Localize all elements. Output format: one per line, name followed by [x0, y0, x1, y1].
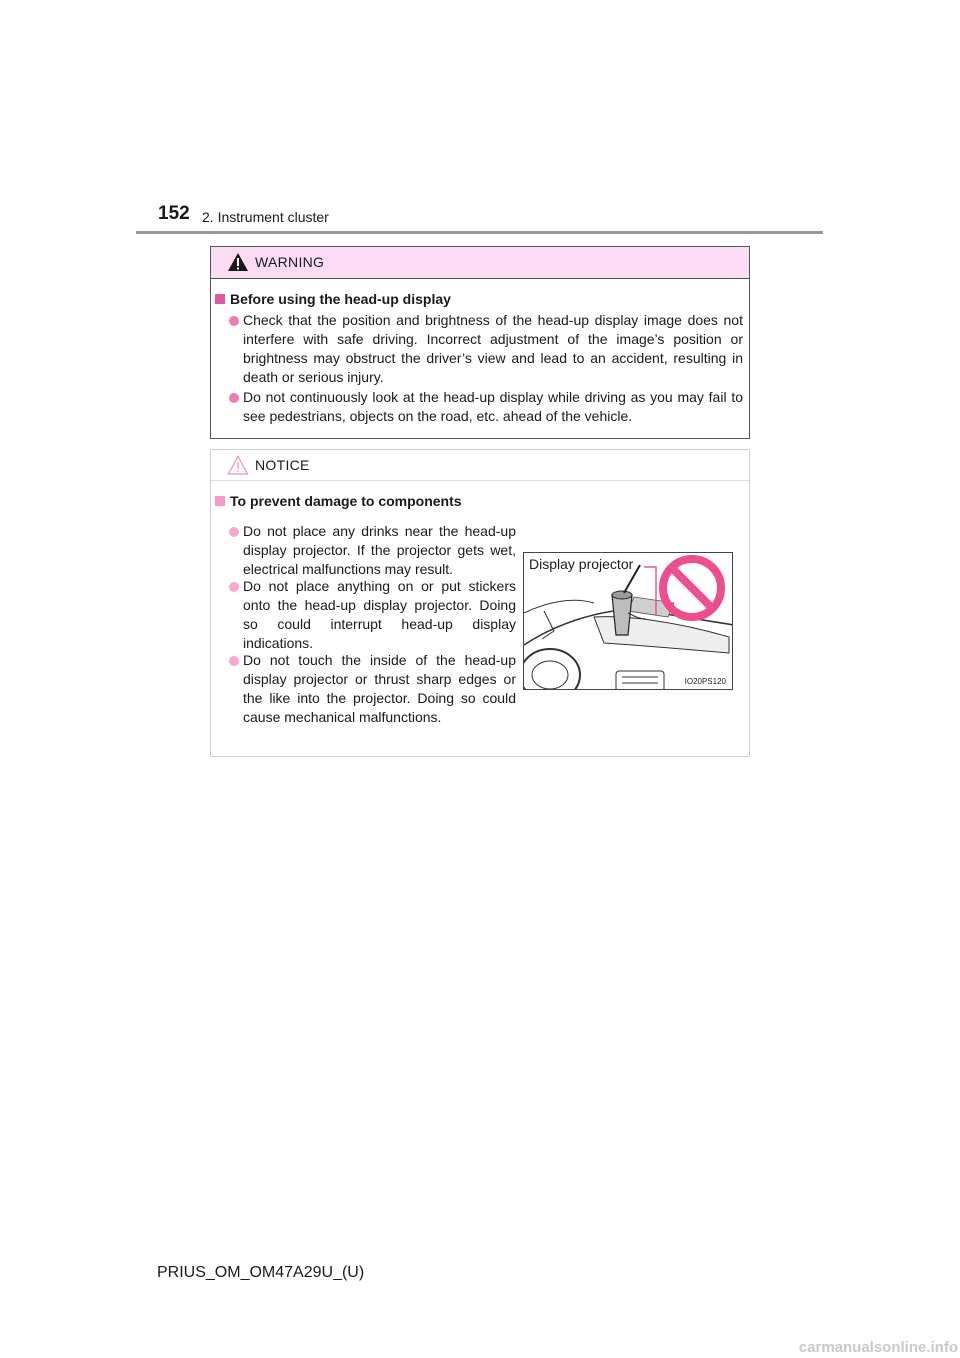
- bullet-dot-icon: [229, 527, 239, 537]
- warning-subheading: Before using the head-up display: [215, 291, 451, 307]
- notice-bullet: Do not place any drinks near the head-up display projector. If the projector gets wet, electrical malfunctions may result.: [243, 523, 516, 577]
- notice-header: [211, 450, 749, 481]
- warning-box: [210, 246, 750, 439]
- warning-bullet: Check that the position and brightness of the head-up display image does not interfere with safe driving. Incorrect adjustment of the image’s position or brightness may obstruct the driver’s view and lead to an accident, resulting in death or serious injury.: [243, 312, 743, 385]
- dashboard-drawing: [524, 553, 733, 690]
- notice-box: [210, 449, 750, 757]
- notice-bullet: Do not place anything on or put stickers onto the head-up display projector. Doing so could interrupt head-up display indications.: [243, 578, 516, 651]
- watermark: carmanualsonline.info: [798, 1339, 958, 1356]
- warning-bullet: Do not continuously look at the head-up display while driving as you may fail to see pedestrians, objects on the road, etc. ahead of the vehicle.: [243, 389, 743, 424]
- figure-code: IO20PS120: [684, 677, 726, 686]
- notice-subheading: To prevent damage to components: [215, 493, 462, 509]
- bullet-dot-icon: [229, 393, 239, 403]
- bullet-dot-icon: [229, 316, 239, 326]
- bullet-dot-icon: [229, 656, 239, 666]
- document-id: PRIUS_OM_OM47A29U_(U): [157, 1264, 365, 1281]
- notice-triangle-icon: [227, 455, 249, 475]
- section-title: 2. Instrument cluster: [202, 209, 329, 225]
- square-bullet-icon: [215, 496, 225, 506]
- display-projector-illustration: [523, 552, 733, 690]
- bullet-dot-icon: [229, 582, 239, 592]
- header-rule: [136, 231, 823, 234]
- page-number: 152: [158, 203, 190, 224]
- notice-bullet: Do not touch the inside of the head-up display projector or thrust sharp edges or the like into the projector. Doing so could cause mechanical malfunctions.: [243, 652, 516, 725]
- figure-callout-label: Display projector: [529, 556, 634, 572]
- warning-label: WARNING: [255, 254, 325, 270]
- warning-triangle-icon: [227, 252, 249, 272]
- square-bullet-icon: [215, 294, 225, 304]
- notice-label: NOTICE: [255, 457, 310, 473]
- warning-header: [211, 247, 749, 279]
